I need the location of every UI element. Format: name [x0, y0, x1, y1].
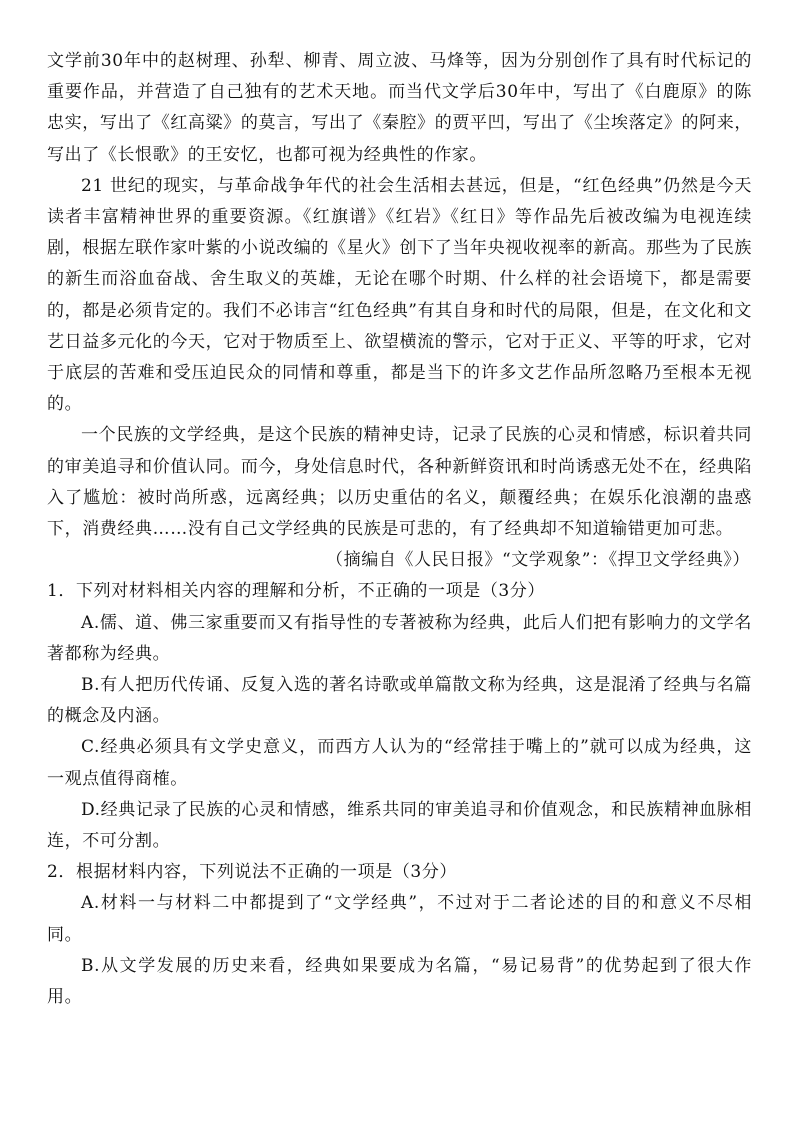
document-page — [47, 46, 752, 1013]
question-1-stem: 1．下列对材料相关内容的理解和分析，不正确的一项是（3分） — [47, 581, 546, 602]
question-2-stem: 2．根据材料内容，下列说法不正确的一项是（3分） — [47, 862, 458, 883]
source-citation: （摘编自《人民日报》“文学观象”：《捍卫文学经典》） — [326, 550, 750, 571]
paragraph-red-classics: 21 世纪的现实，与革命战争年代的社会生活相去甚远，但是，“红色经典”仍然是今天读者丰富精神世界的重要资源。《红旗谱》《红岩》《红日》等作品先后被改编为电视连续剧，根据左联作家叶紫的小说改编的《星火》创下了当年央视收视率的新高。那些为了民族的新生而浴血奋战、舍生取义的英雄，无论在哪个时期、什么样的社会语境下，都是需要的，都是必须肯定的。我们不必讳言“红色经典”有其自身和时代的局限，但是，在文化和文艺日益多元化的今天，它对于物质至上、欲望横流的警示，它对于正义、平等的吁求，它对于底层的苦难和受压迫民众的同情和尊重，都是当下的许多文艺作品所忽略乃至根本无视的。 — [47, 175, 752, 415]
question-1-option-b: B.有人把历代传诵、反复入选的著名诗歌或单篇散文称为经典，这是混淆了经典与名篇的概念及内涵。 — [47, 675, 752, 727]
question-2-option-a: A.材料一与材料二中都提到了“文学经典”，不过对于二者论述的目的和意义不尽相同。 — [47, 893, 752, 945]
question-2-option-b: B.从文学发展的历史来看，经典如果要成为名篇，“易记易背”的优势起到了很大作用。 — [47, 955, 752, 1008]
paragraph-national-classics: 一个民族的文学经典，是这个民族的精神史诗，记录了民族的心灵和情感，标识着共同的审美追寻和价值认同。而今，身处信息时代，各种新鲜资讯和时尚诱惑无处不在，经典陷入了尴尬：被时尚所惑，远离经典；以历史重估的名义，颠覆经典；在娱乐化浪潮的蛊惑下，消费经典……没有自己文学经典的民族是可悲的，有了经典却不知道输错更加可悲。 — [47, 425, 752, 540]
question-1-option-a: A.儒、道、佛三家重要而又有指导性的专著被称为经典，此后人们把有影响力的文学名著都称为经典。 — [47, 612, 752, 664]
question-1-option-d: D.经典记录了民族的心灵和情感，维系共同的审美追寻和价值观念，和民族精神血脉相连，不可分割。 — [47, 799, 752, 852]
question-1-option-c: C.经典必须具有文学史意义，而西方人认为的“经常挂于嘴上的”就可以成为经典，这一观点值得商榷。 — [47, 737, 752, 789]
paragraph-continuation: 文学前30年中的赵树理、孙犁、柳青、周立波、马烽等，因为分别创作了具有时代标记的重要作品，并营造了自己独有的艺术天地。而当代文学后30年中，写出了《白鹿原》的陈忠实，写出了《红高粱》的莫言，写出了《秦腔》的贾平凹，写出了《尘埃落定》的阿来，写出了《长恨歌》的王安忆，也都可视为经典性的作家。 — [47, 51, 752, 165]
